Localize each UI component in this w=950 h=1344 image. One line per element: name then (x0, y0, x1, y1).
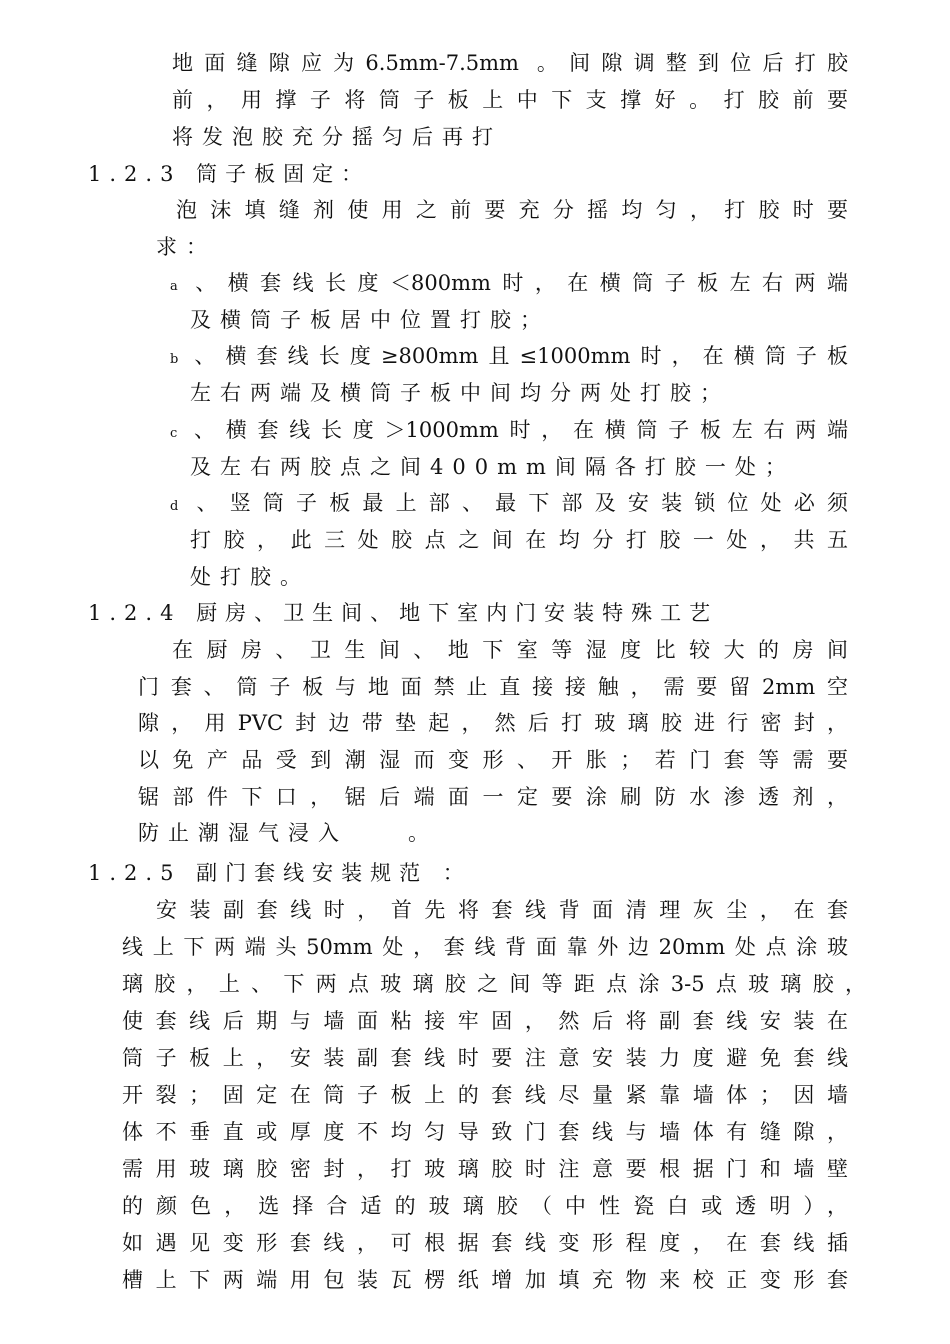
paragraph-line: 门套、筒子板与地面禁止直接接触，需要留2mm空 (138, 675, 848, 699)
list-marker: b (170, 352, 179, 367)
paragraph-line: 求： (156, 235, 216, 259)
paragraph-line: 的颜色，选择合适的玻璃胶（中性瓷白或透明）， (122, 1194, 848, 1218)
list-item-b (170, 338, 848, 375)
list-item-text: 、横套线长度＜800mm时，在横筒子板左右两端 (183, 271, 848, 295)
paragraph-line: 开裂；固定在筒子板上的套线尽量紧靠墙体；因墙 (122, 1083, 848, 1107)
section-heading-1-2-5: 1.2.5 副门套线安装规范 ： (88, 861, 472, 885)
paragraph-line: 在厨房、卫生间、地下室等湿度比较大的房间 (172, 638, 848, 662)
list-item-text: 、竖筒子板最上部、最下部及安装锁位处必须 (184, 491, 848, 515)
paragraph-line: 使套线后期与墙面粘接牢固，然后将副套线安装在 (122, 1009, 848, 1033)
list-item-c (170, 412, 848, 449)
paragraph-line: 需用玻璃胶密封，打玻璃胶时注意要根据门和墙壁 (122, 1157, 848, 1181)
list-item-continuation: 及横筒子板居中位置打胶； (190, 308, 550, 332)
paragraph-line: 泡沫填缝剂使用之前要充分摇均匀，打胶时要 (176, 198, 848, 222)
paragraph-line: 璃胶，上、下两点玻璃胶之间等距点涂3-5点玻璃胶， (122, 972, 866, 996)
paragraph-line: 地面缝隙应为6.5mm-7.5mm 。间隙调整到位后打胶 (172, 51, 848, 75)
list-item-continuation: 处打胶。 (190, 565, 310, 589)
list-item-continuation: 打胶，此三处胶点之间在均分打胶一处，共五 (190, 528, 848, 552)
paragraph-line: 筒子板上，安装副套线时要注意安装力度避免套线 (122, 1046, 848, 1070)
paragraph-line: 槽上下两端用包装瓦楞纸增加填充物来校正变形套 (122, 1268, 848, 1292)
section-heading-1-2-3: 1.2.3 筒子板固定： (88, 162, 371, 186)
paragraph-line: 隙，用PVC封边带垫起，然后打玻璃胶进行密封， (138, 711, 848, 735)
paragraph-line: 体不垂直或厚度不均匀导致门套线与墙体有缝隙， (122, 1120, 848, 1144)
list-item-text: 、横套线长度≥800mm且≤1000mm时，在横筒子板 (184, 344, 848, 368)
paragraph-line: 以免产品受到潮湿而变形、开胀；若门套等需要 (138, 748, 848, 772)
list-item-text: 、横套线长度＞1000mm时，在横筒子板左右两端 (183, 418, 848, 442)
paragraph-line: 如遇见变形套线，可根据套线变形程度，在套线插 (122, 1231, 848, 1255)
paragraph-line: 前，用撑子将筒子板上中下支撑好。打胶前要 (172, 88, 848, 112)
section-heading-1-2-4: 1.2.4 厨房、卫生间、地下室内门安装特殊工艺 (88, 601, 719, 625)
list-marker: c (170, 426, 178, 441)
paragraph-line: 将发泡胶充分摇匀后再打 (172, 125, 502, 149)
list-item-continuation: 及左右两胶点之间400mm间隔各打胶一处； (190, 455, 795, 479)
paragraph-line: 安装副套线时，首先将套线背面清理灰尘，在套 (156, 898, 848, 922)
list-item-d (170, 485, 848, 522)
list-marker: d (170, 499, 179, 514)
paragraph-line: 防止潮湿气浸入 。 (138, 821, 438, 845)
list-item-continuation: 左右两端及横筒子板中间均分两处打胶； (190, 381, 730, 405)
list-item-a (170, 265, 848, 302)
paragraph-line: 线上下两端头50mm处，套线背面靠外边20mm处点涂玻 (122, 935, 848, 959)
paragraph-line: 锯部件下口，锯后端面一定要涂刷防水渗透剂， (138, 785, 848, 809)
list-marker: a (170, 279, 178, 294)
